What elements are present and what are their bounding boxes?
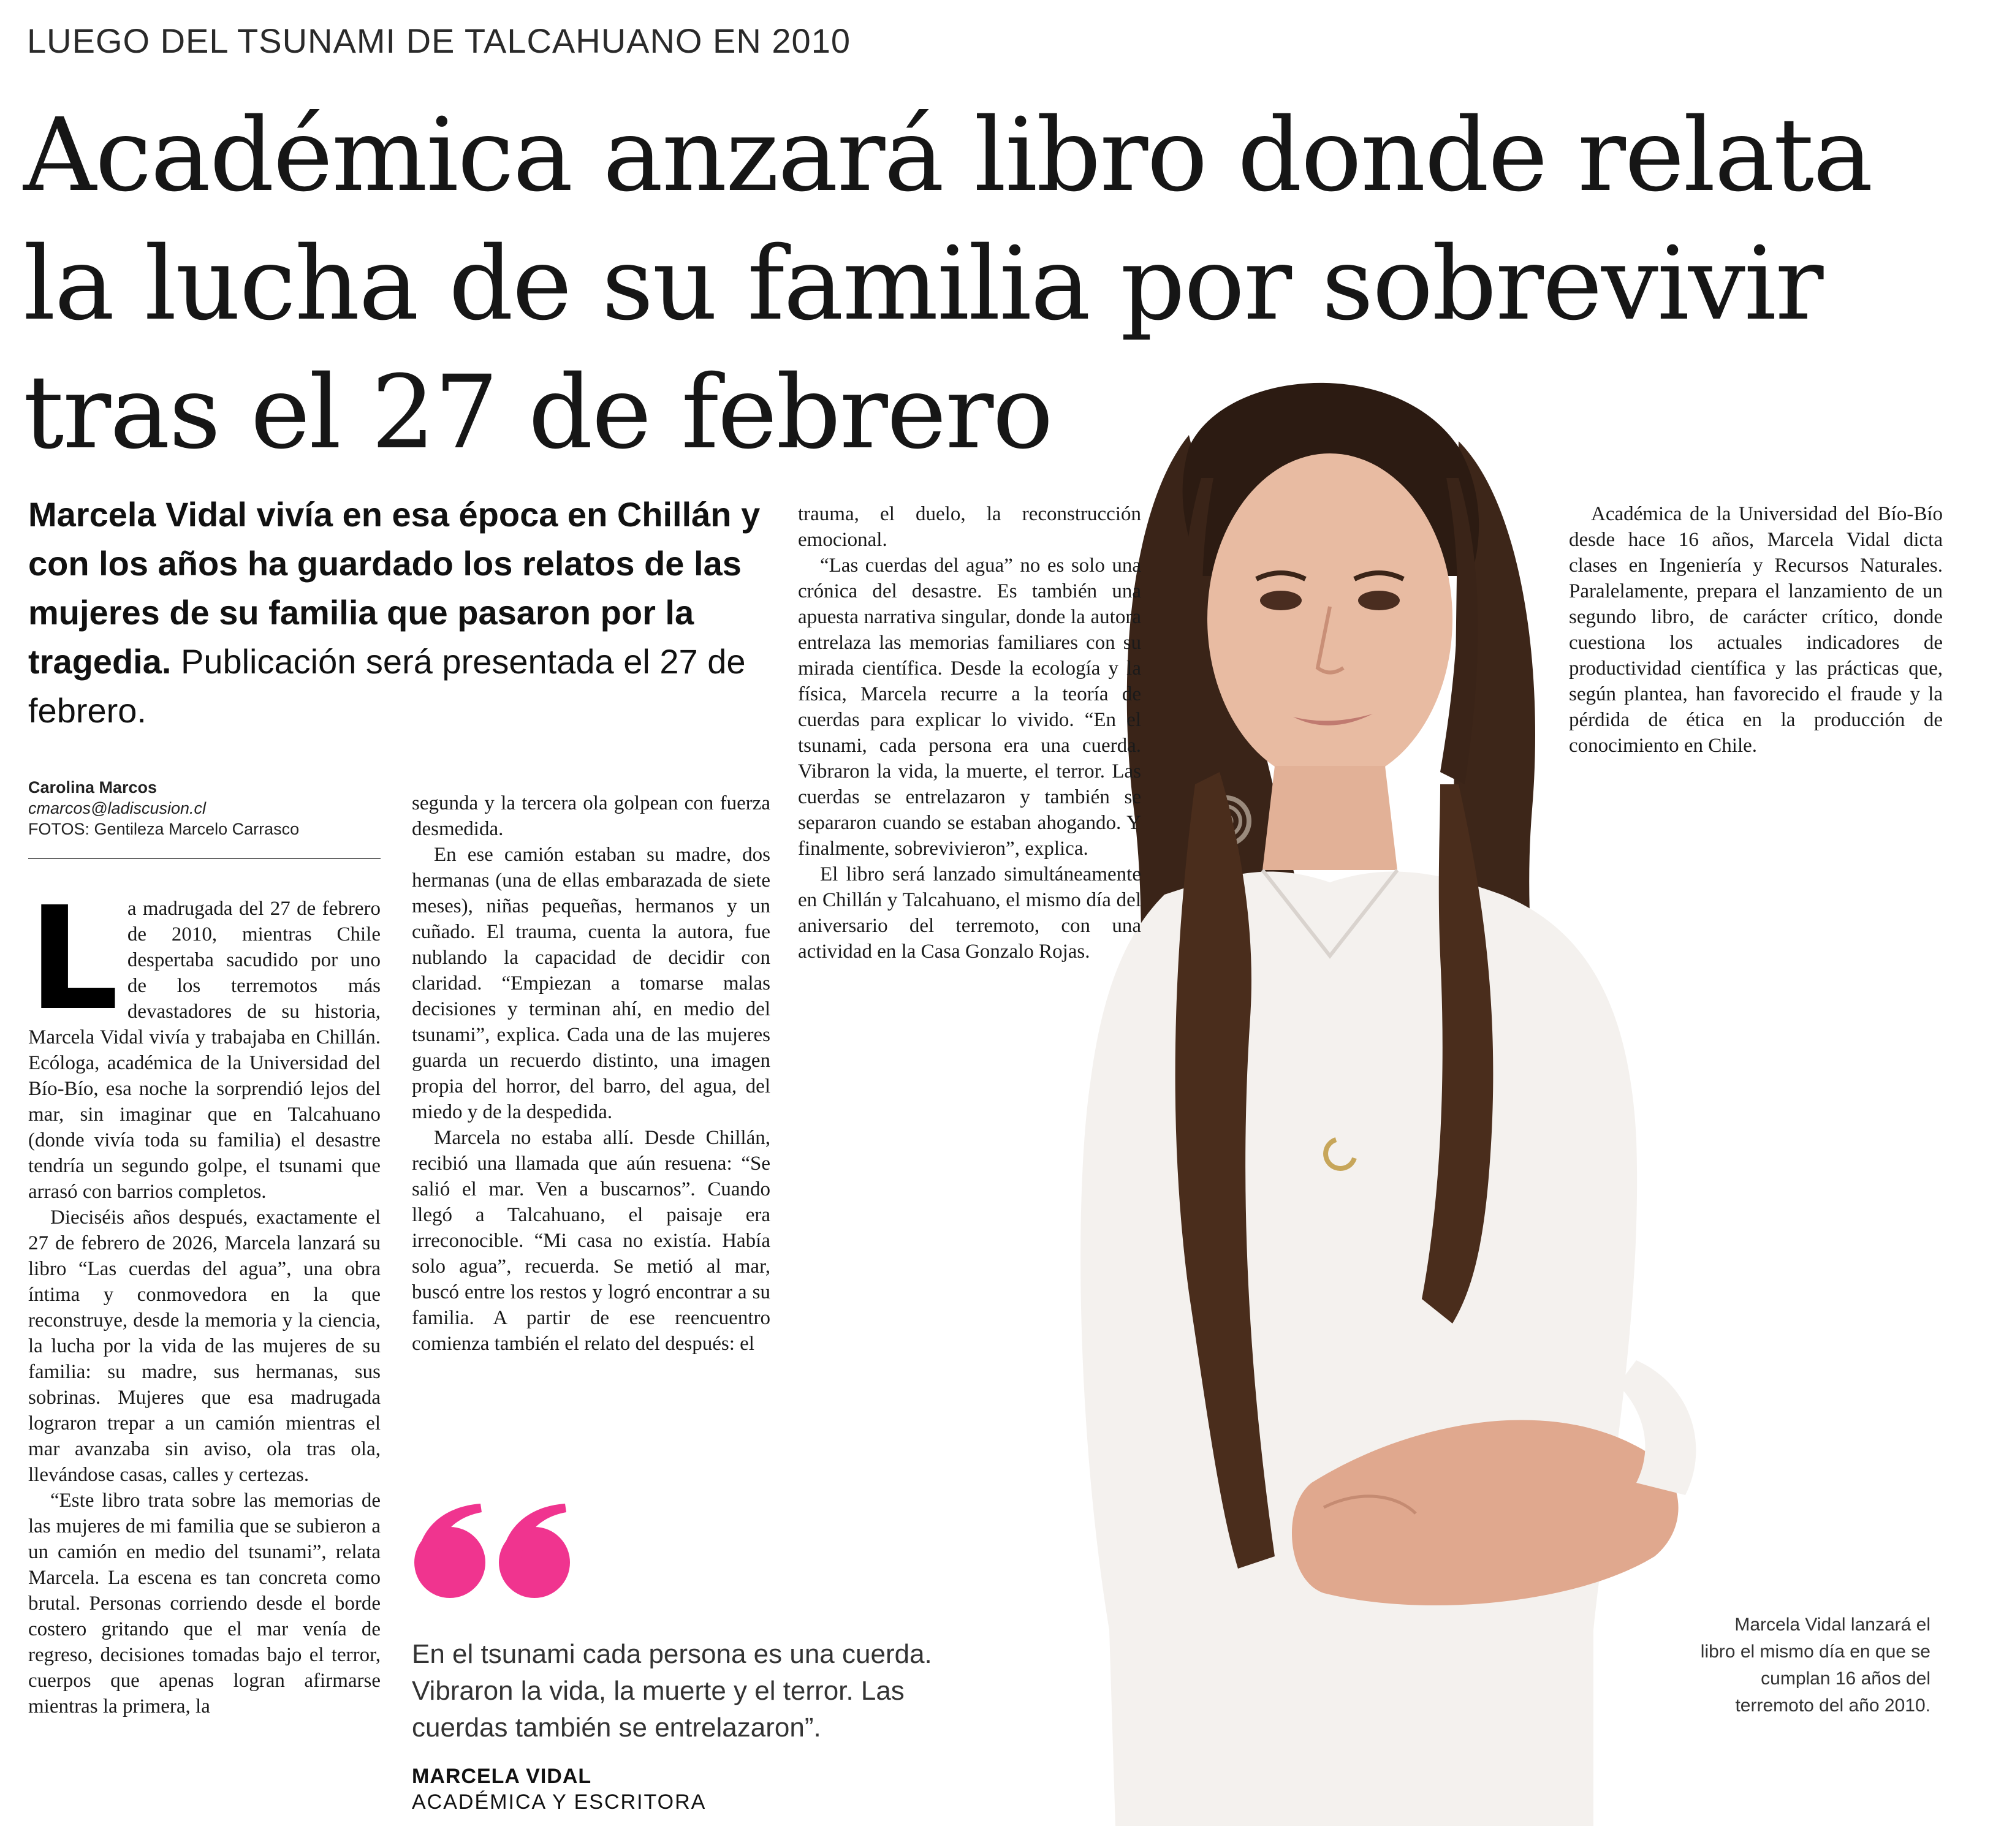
headline-line-3: tras el 27 de febrero [23,354,1052,471]
byline-author: Carolina Marcos [28,778,158,797]
kicker: LUEGO DEL TSUNAMI DE TALCAHUANO EN 2010 [27,21,851,60]
headline-line-2: la lucha de su familia por sobrevivir [23,225,1823,343]
body-paragraph: “Este libro trata sobre las memorias de las mujeres de mi familia que se subieron a un camión en medio del tsunami”, relata Marcela. La escena es tan concreta como brutal. Personas corriendo desde el borde costero gritando que el mar venía de regreso, decisiones tomadas bajo el terror, cuerpos que apenas logran afirmarse mientras la primera, la [28,1490,381,1717]
pull-quote-role: ACADÉMICA Y ESCRITORA [412,1790,707,1814]
deck-regular: Publicación será presentada el 27 de febrero. [28,642,746,730]
headline-line-1: Académica anzará libro donde relata [23,96,1872,214]
photo-caption: Marcela Vidal lanzará el libro el mismo día en que se cumplan 16 años del terremoto del año 2010. [1700,1615,1930,1716]
body-paragraph: En ese camión estaban su madre, dos hermanas (una de ellas embarazada de siete meses), niñas pequeñas, hermanos y un cuñado. El trauma, cuenta la autora, fue nublando la capacidad de decidir con claridad. “Empiezan a tomarse malas decisiones y terminan ahí, en medio del tsunami”, explica. Cada una de las mujeres guarda un recuerdo distinto, una imagen propia del horror, del barro, del agua, del miedo y de la despedida. [412,844,770,1123]
body-column-4 [1569,501,1943,759]
byline [28,777,381,839]
body-paragraph: Académica de la Universidad del Bío-Bío desde hace 16 años, Marcela Vidal dicta clases en Ingeniería y Recursos Naturales. Paralelamente, prepara el lanzamiento de un segundo libro, de carácter crítico, donde cuestiona los actuales indicadores de productividad científica y las prácticas que, según plantea, han favorecido el fraude y la pérdida de ética en la producción de conocimiento en Chile. [1569,503,1943,757]
deck [28,490,764,735]
byline-email: cmarcos@ladiscusion.cl [28,799,206,817]
deck-bold: Marcela Vidal vivía en esa época en Chillán y con los años ha guardado los relatos de las mujeres de su familia que pasaron por la tragedia. [28,495,761,681]
byline-rule [28,858,381,859]
body-paragraph: “Las cuerdas del agua” no es solo una crónica del desastre. Es también una apuesta narrativa singular, donde la autora entrelaza las memorias familiares con su mirada científica. Desde la ecología y la física, Marcela recurre a la teoría de cuerdas para explicar lo vivido. “En el tsunami, cada persona era una cuerda. Vibraron la vida, la muerte, el terror. Las cuerdas se entrelazaron y también se separaron cuando se estaban ahogando. Y finalmente, sobrevivieron”, explica. [798,555,1141,860]
body-column-3 [798,501,1141,964]
pull-quote-author: MARCELA VIDAL [412,1765,592,1788]
pull-quote-text: En el tsunami cada persona es una cuerda. Vibraron la vida, la muerte y el terror. Las cuerdas también se entrelazaron”. [412,1639,932,1743]
body-paragraph: Dieciséis años después, exactamente el 27 de febrero de 2026, Marcela lanzará su libro “Las cuerdas del agua”, una obra íntima y conmovedora en la que reconstruye, desde la memoria y la ciencia, la lucha por la vida de las mujeres de su familia: su madre, sus hermanas, sus sobrinas. Mujeres que esa madrugada lograron trepar a un camión mientras el mar avanzaba sin aviso, ola tras ola, llevándose casas, calles y certezas. [28,1206,381,1486]
body-paragraph: Marcela no estaba allí. Desde Chillán, recibió una llamada que aún resuena: “Se salió el mar. Ven a buscarnos”. Cuando llegó a Talcahuano, el paisaje era irreconocible. “Mi casa no existía. Había solo agua”, recuerda. Se metió al mar, buscó entre los restos y logró encontrar a su familia. A partir de ese reencuentro comienza también el relato del después: el [412,1127,770,1355]
drop-cap: L [28,876,119,1042]
byline-photos: FOTOS: Gentileza Marcelo Carrasco [28,820,300,838]
body-column-1 [28,876,381,1719]
body-paragraph: a madrugada del 27 de febrero de 2010, mientras Chile despertaba sacudido por uno de los terremotos más devastadores de su historia, Marcela Vidal vivía y trabajaba en Chillán. Ecóloga, académica de la Universidad del Bío-Bío, esa noche la sorprendió lejos del mar, sin imaginar que en Talcahuano (donde vivía toda su familia) el desastre tendría un segundo golpe, el tsunami que arrasó con barrios completos. [28,898,381,1203]
body-paragraph: trauma, el duelo, la reconstrucción emocional. [798,503,1141,551]
body-column-2 [412,790,770,1357]
quote-mark-icon [412,1501,577,1599]
body-paragraph: El libro será lanzado simultáneamente en Chillán y Talcahuano, el mismo día del aniversario del terremoto, con una actividad en la Casa Gonzalo Rojas. [798,863,1141,963]
body-paragraph: segunda y la tercera ola golpean con fuerza desmedida. [412,792,770,840]
